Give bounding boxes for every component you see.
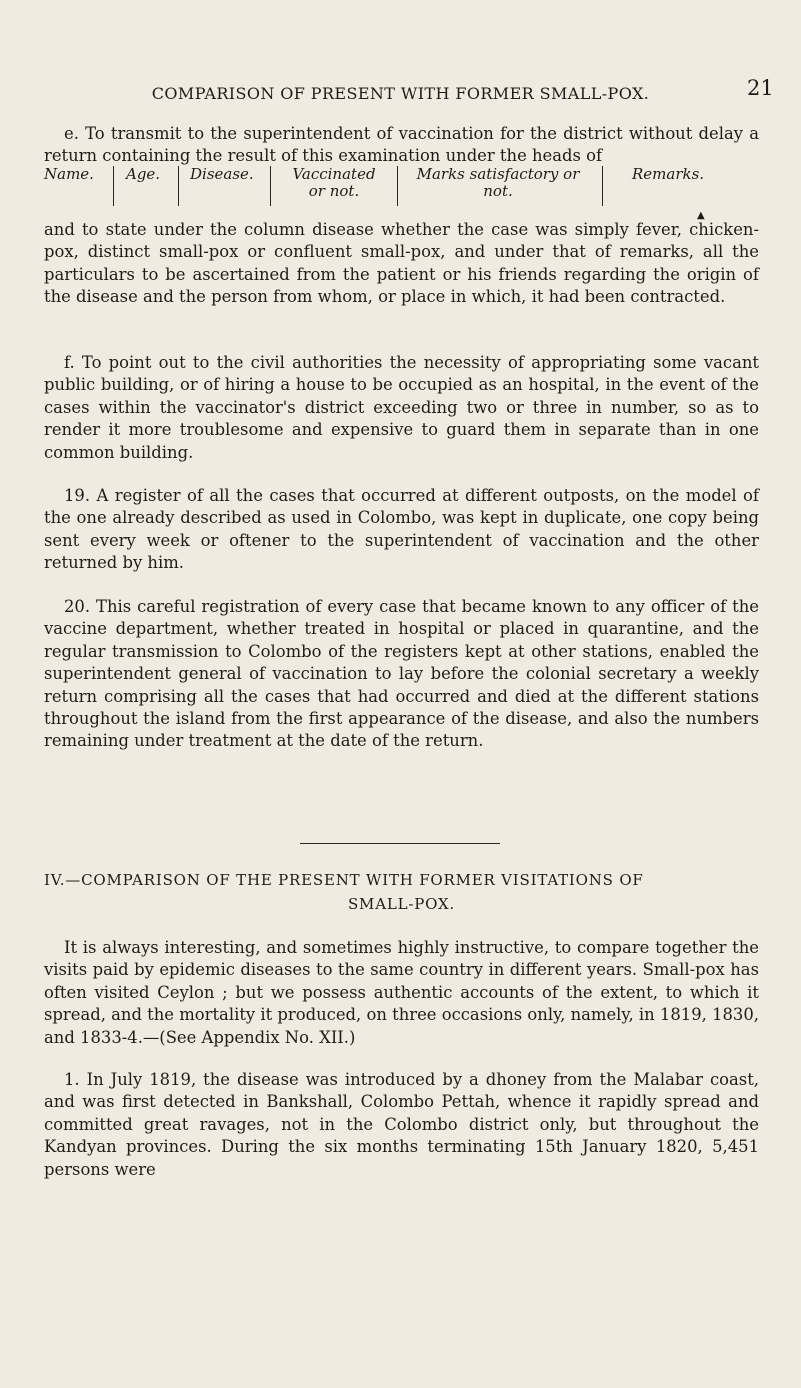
page-number: 21 [747, 76, 774, 100]
running-title: COMPARISON OF PRESENT WITH FORMER SMALL-POX. [151, 84, 650, 103]
paragraph-20-text: 20. This careful registration of every case that became known to any officer of the vaccine department, whether treated in hospital or placed in quarantine, and the regular transmission to Colombo of the registers kept at other stations, enabled the superintendent general of vaccination to lay before the colonial secretary a weekly return comprising all the cases that had occurred and died at the different stations throughout the island from the first appearance of the disease, and also the numbers remaining under treatment at the date of the return. [44, 597, 759, 751]
column-divider [397, 166, 398, 206]
column-age: Age. [126, 165, 161, 183]
paragraph-19-text: 19. A register of all the cases that occurred at different outposts, on the model of the one already described as used in Colombo, was kept in duplicate, one copy being sent every week or oftener to the superintendent of vaccination and the other returned by him. [44, 486, 759, 573]
paragraph-e [44, 123, 759, 168]
column-vaccinated: Vaccinated or not. [292, 165, 376, 200]
column-divider [178, 166, 179, 206]
column-remarks: Remarks. [632, 165, 705, 183]
paragraph-e-continued [44, 219, 759, 309]
section-divider [300, 843, 500, 844]
paragraph-19 [44, 485, 759, 575]
paragraph-1-text: 1. In July 1819, the disease was introduced by a dhoney from the Malabar coast, and was first detected in Bankshall, Colombo Pettah, whence it rapidly spread and committed great ravages, not in the Colombo district only, but throughout the Kandyan provinces. During the six months terminating 15th January 1820, 5,451 persons were [44, 1070, 759, 1179]
paragraph-1 [44, 1069, 759, 1181]
section-heading [44, 868, 759, 916]
paragraph-20 [44, 596, 759, 753]
paragraph-f-text: f. To point out to the civil authorities the necessity of appropriating some vacant public building, or of hiring a house to be occupied as an hospital, in the event of the cases within the vaccinator's district exceeding two or three in number, so as to render it more troublesome and expensive to guard them in separate than in one common building. [44, 353, 759, 462]
section-heading-line2: SMALL-POX. [347, 895, 456, 913]
paragraph-e-text: e. To transmit to the superintendent of vaccination for the district without delay a return containing the result of this examination under the heads of [44, 124, 759, 166]
column-divider [270, 166, 271, 206]
section-heading-line1: IV.—COMPARISON OF THE PRESENT WITH FORMER VISITATIONS OF [44, 871, 644, 889]
paragraph-f [44, 352, 759, 464]
caret-mark: ▲ [697, 210, 705, 221]
column-divider [602, 166, 603, 206]
column-divider [113, 166, 114, 206]
column-name: Name. [44, 165, 94, 183]
return-table-header [44, 166, 759, 208]
column-marks: Marks satisfactory or not. [416, 165, 580, 200]
paragraph-intro [44, 937, 759, 1049]
column-disease: Disease. [190, 165, 254, 183]
paragraph-intro-text: It is always interesting, and sometimes highly instructive, to compare together the visits paid by epidemic diseases to the same country in different years. Small-pox has often visited Ceylon ; but we possess authentic accounts of the extent, to which it spread, and the mortality it produced, on three occasions only, namely, in 1819, 1830, and 1833-4.—(See Appendix No. XII.) [44, 938, 759, 1047]
paragraph-e-continued-text: and to state under the column disease whether the case was simply fever, chicken-pox, distinct small-pox or confluent small-pox, and under that of remarks, all the particulars to be ascertained from the patient or his friends regarding the origin of the disease and the person from whom, or place in which, it had been contracted. [44, 220, 759, 307]
